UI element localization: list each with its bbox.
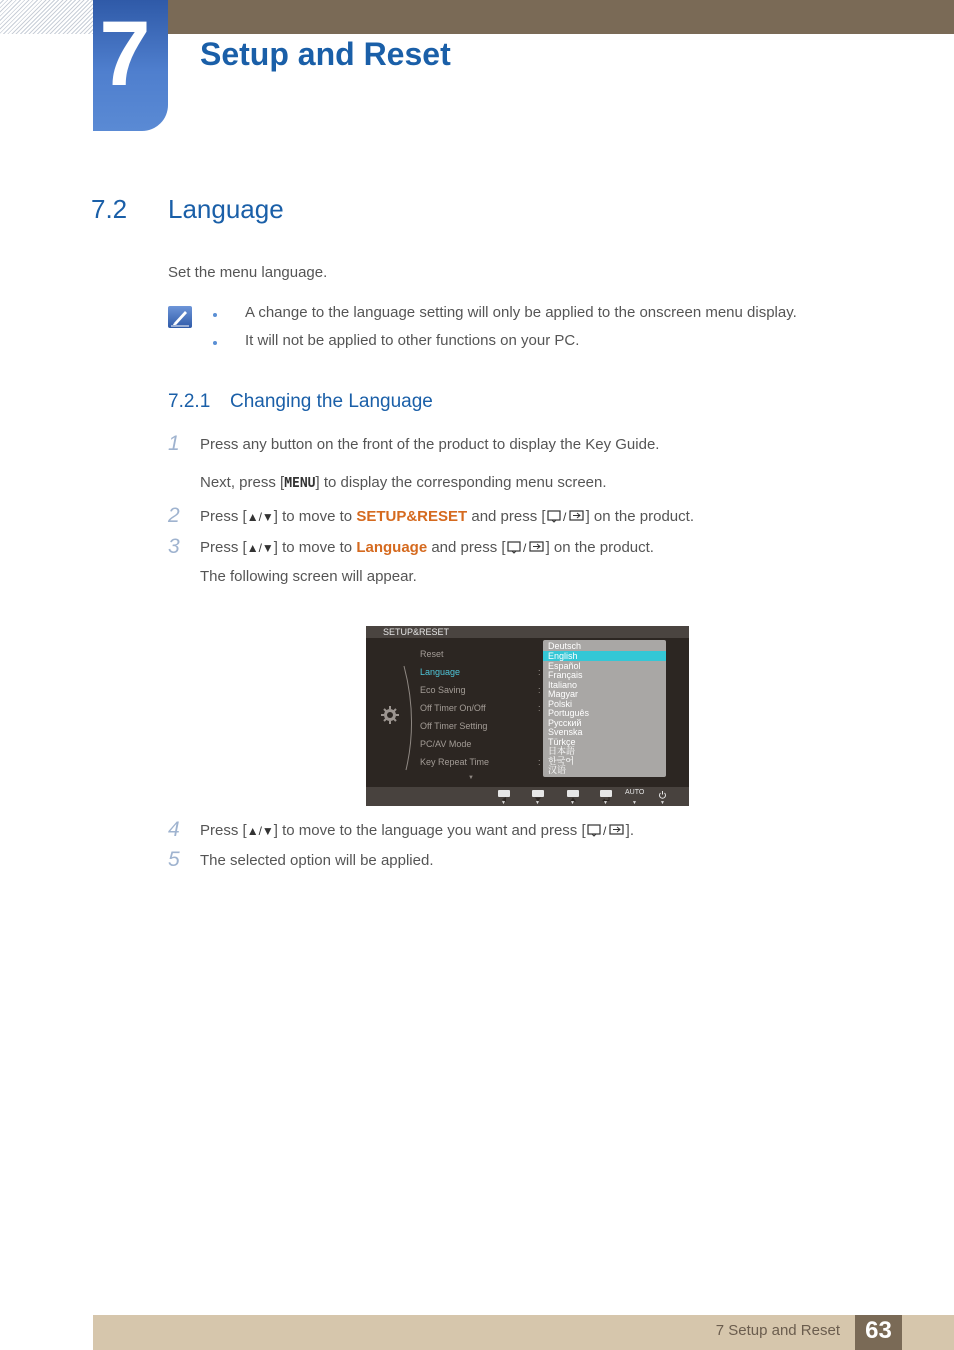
osd-menu-item-off-timer-on-off[interactable]: Off Timer On/Off <box>420 703 486 713</box>
osd-enter-key-icon <box>600 790 612 797</box>
svg-text:/: / <box>522 541 526 554</box>
osd-menu-screenshot: SETUP&RESET Reset Language : Eco Saving : Off Timer On/Off : Off Timer Setting PC/AV Mode Key Repeat Time : ▼ Deutsch English Español Français Italiano Magyar Polski Português Русский Svenska Türkçe 日本語 한국어 汉语 ▼ ▼ ▼ ▼ AUTO ▼ ▼ <box>366 626 689 806</box>
osd-auto-label: AUTO <box>625 789 645 796</box>
subsection-number: 7.2.1 <box>168 391 211 412</box>
step-4-text: Press [▲/▼] to move to the language you want and press [ / ]. <box>200 822 634 839</box>
step-1-text: Press any button on the front of the product to display the Key Guide. <box>200 436 660 453</box>
menu-key-label: MENU <box>284 476 316 491</box>
osd-more-arrow-icon: ▼ <box>468 775 474 781</box>
step-number-2: 2 <box>168 504 180 527</box>
osd-menu-item-key-repeat-time[interactable]: Key Repeat Time <box>420 757 490 767</box>
step-number-1: 1 <box>168 432 180 455</box>
osd-language-option[interactable]: Magyar <box>548 689 579 699</box>
language-highlight: Language <box>356 539 428 556</box>
note-item-2: It will not be applied to other functions on your PC. <box>245 332 580 349</box>
osd-menu-item-pc-av-mode[interactable]: PC/AV Mode <box>420 739 472 749</box>
osd-menu-item-off-timer-setting[interactable]: Off Timer Setting <box>420 721 488 731</box>
subsection-name: Changing the Language <box>230 391 433 412</box>
step-number-4: 4 <box>168 818 180 841</box>
note-item-1: A change to the language setting will only be applied to the onscreen menu display. <box>245 304 797 321</box>
header-hatch-decoration <box>0 0 93 34</box>
osd-menu-item-eco-saving[interactable]: Eco Saving <box>420 685 466 695</box>
page-number-box <box>855 1315 902 1350</box>
osd-language-option[interactable]: Türkçe <box>548 736 576 747</box>
source-enter-icon <box>586 824 626 841</box>
osd-down-key-icon <box>532 790 544 797</box>
page-number: 63 <box>865 1317 892 1344</box>
svg-text:/: / <box>562 510 566 523</box>
note-pencil-icon <box>168 306 192 328</box>
up-down-arrows-icon: ▲/▼ <box>246 824 274 838</box>
section-number: 7.2 <box>91 194 128 224</box>
osd-language-list <box>543 640 666 777</box>
step-2-text: Press [▲/▼] to move to SETUP&RESET and press [ / ] on the product. <box>200 508 694 525</box>
osd-power-icon <box>658 790 667 799</box>
osd-language-option[interactable]: Polski <box>548 698 573 709</box>
osd-language-option[interactable]: Svenska <box>548 727 583 737</box>
osd-key-guide-bar: ▼ ▼ ▼ ▼ AUTO ▼ ▼ <box>366 787 689 806</box>
osd-language-option[interactable]: Français <box>548 670 583 680</box>
setup-reset-highlight: SETUP&RESET <box>356 508 468 525</box>
step-number-3: 3 <box>168 535 180 558</box>
osd-title: SETUP&RESET <box>383 627 450 637</box>
osd-language-option[interactable]: Español <box>548 660 581 671</box>
osd-language-option[interactable]: Deutsch <box>548 641 582 651</box>
up-down-arrows-icon: ▲/▼ <box>246 541 274 555</box>
osd-language-option-selected[interactable]: English <box>548 651 578 661</box>
osd-menu-item-language[interactable]: Language <box>420 667 461 677</box>
step-3-text: Press [▲/▼] to move to Language and press [ / ] on the product. <box>200 539 654 556</box>
osd-language-option[interactable]: Русский <box>548 717 582 728</box>
footer-chapter-label: 7 Setup and Reset <box>715 1322 840 1339</box>
bullet-dot-icon <box>213 341 217 345</box>
chapter-title: Setup and Reset <box>200 36 451 72</box>
section-title <box>91 194 284 225</box>
source-enter-icon <box>506 541 546 558</box>
osd-header <box>366 626 689 638</box>
up-down-arrows-icon: ▲/▼ <box>246 510 274 524</box>
osd-up-key-icon <box>567 790 579 797</box>
step-1-menu-line: Next, press [MENU] to display the corresponding menu screen. <box>200 474 607 491</box>
source-enter-icon <box>546 510 586 527</box>
svg-text:/: / <box>602 824 606 837</box>
step-5-text: The selected option will be applied. <box>200 852 434 869</box>
osd-language-option[interactable]: 日本語 <box>548 746 576 756</box>
osd-menu-item-reset[interactable]: Reset <box>420 649 444 659</box>
header-band <box>168 0 954 34</box>
osd-language-option[interactable]: 한국어 <box>548 755 575 766</box>
osd-language-option[interactable]: Italiano <box>548 679 578 690</box>
bullet-dot-icon <box>213 313 217 317</box>
step-3-followup: The following screen will appear. <box>200 568 417 585</box>
osd-left-key-icon <box>498 790 510 797</box>
step-number-5: 5 <box>168 848 180 871</box>
subsection-title <box>168 391 433 413</box>
chapter-number: 7 <box>99 3 151 105</box>
chapter-number-box <box>93 0 168 131</box>
osd-gear-icon <box>378 664 418 774</box>
intro-text: Set the menu language. <box>168 264 328 281</box>
osd-language-option[interactable]: Português <box>548 708 590 718</box>
section-name: Language <box>168 194 284 224</box>
osd-language-option[interactable]: 汉语 <box>548 765 567 775</box>
